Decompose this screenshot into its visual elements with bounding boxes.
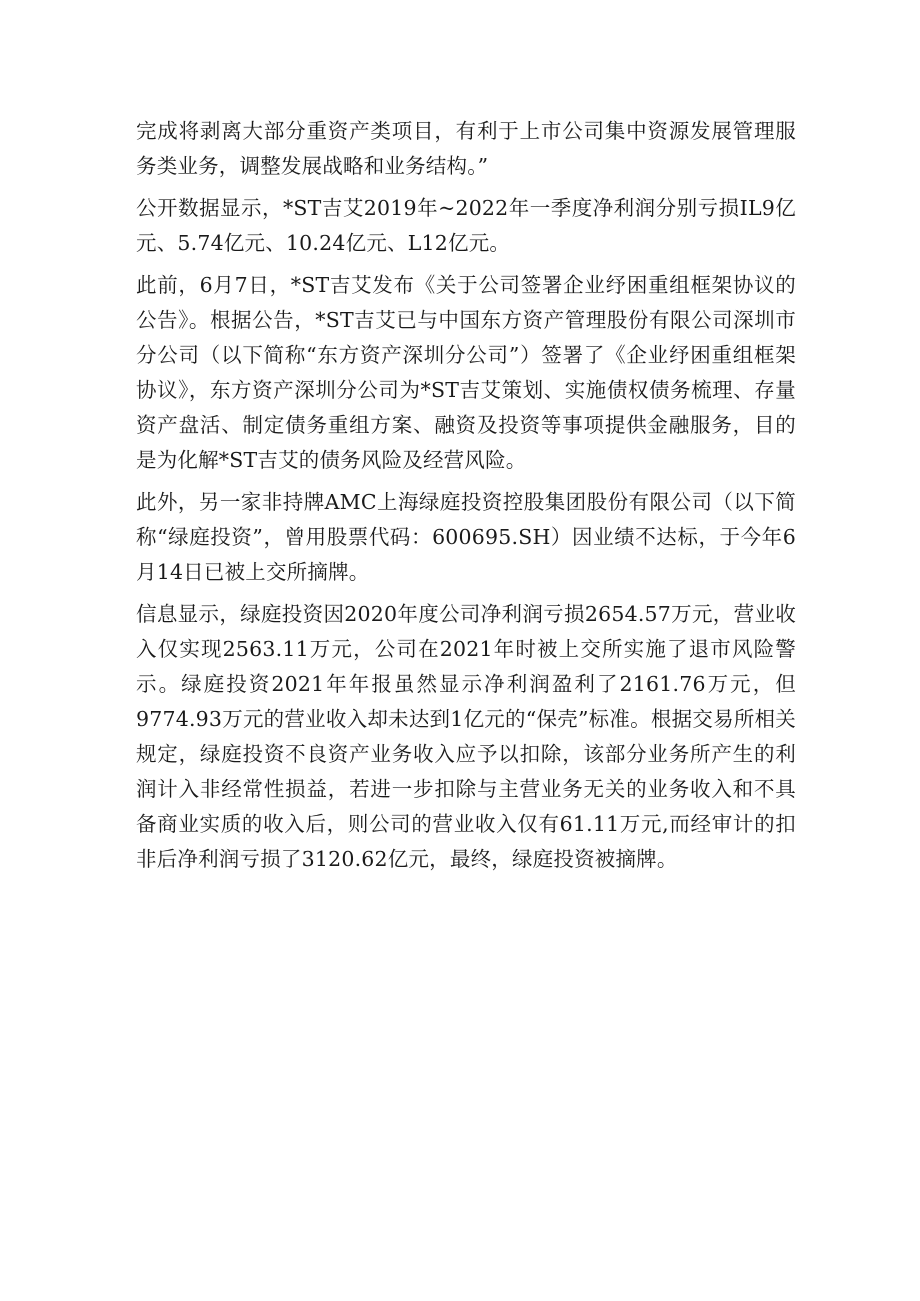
paragraph-spin-off-conclusion: 完成将剥离大部分重资产类项目，有利于上市公司集中资源发展管理服务类业务，调整发展战略和业务结构。” [136,119,796,178]
paragraph-luting-delisting: 此外，另一家非持牌AMC上海绿庭投资控股集团股份有限公司（以下简称“绿庭投资”，曾用股票代码：600695.SH）因业绩不达标，于今年6月14日已被上交所摘牌。 [136,490,796,584]
paragraph-luting-financials: 信息显示，绿庭投资因2020年度公司净利润亏损2654.57万元，营业收入仅实现2563.11万元，公司在2021年时被上交所实施了退市风险警示。绿庭投资2021年年报虽然显示净利润盈利了2161.76万元，但9774.93万元的营业收入却未达到1亿元的“保壳”标准。根据交易所相关规定，绿庭投资不良资产业务收入应予以扣除，该部分业务所产生的利润计入非经常性损益，若进一步扣除与主营业务无关的业务收入和不具备商业实质的收入后，则公司的营业收入仅有61.11万元,而经审计的扣非后净利润亏损了3120.62亿元，最终，绿庭投资被摘牌。 [136,602,796,871]
document-body [136,114,796,877]
paragraph-restructuring-agreement: 此前，6月7日，*ST吉艾发布《关于公司签署企业纾困重组框架协议的公告》。根据公告，*ST吉艾已与中国东方资产管理股份有限公司深圳市分公司（以下简称“东方资产深圳分公司”）签署了《企业纾困重组框架协议》，东方资产深圳分公司为*ST吉艾策划、实施债权债务梳理、存量资产盘活、制定债务重组方案、融资及投资等事项提供金融服务，目的是为化解*ST吉艾的债务风险及经营风险。 [136,273,796,472]
paragraph-net-loss-data: 公开数据显示，*ST吉艾2019年~2022年一季度净利润分别亏损IL9亿元、5.74亿元、10.24亿元、L12亿元。 [136,196,796,255]
